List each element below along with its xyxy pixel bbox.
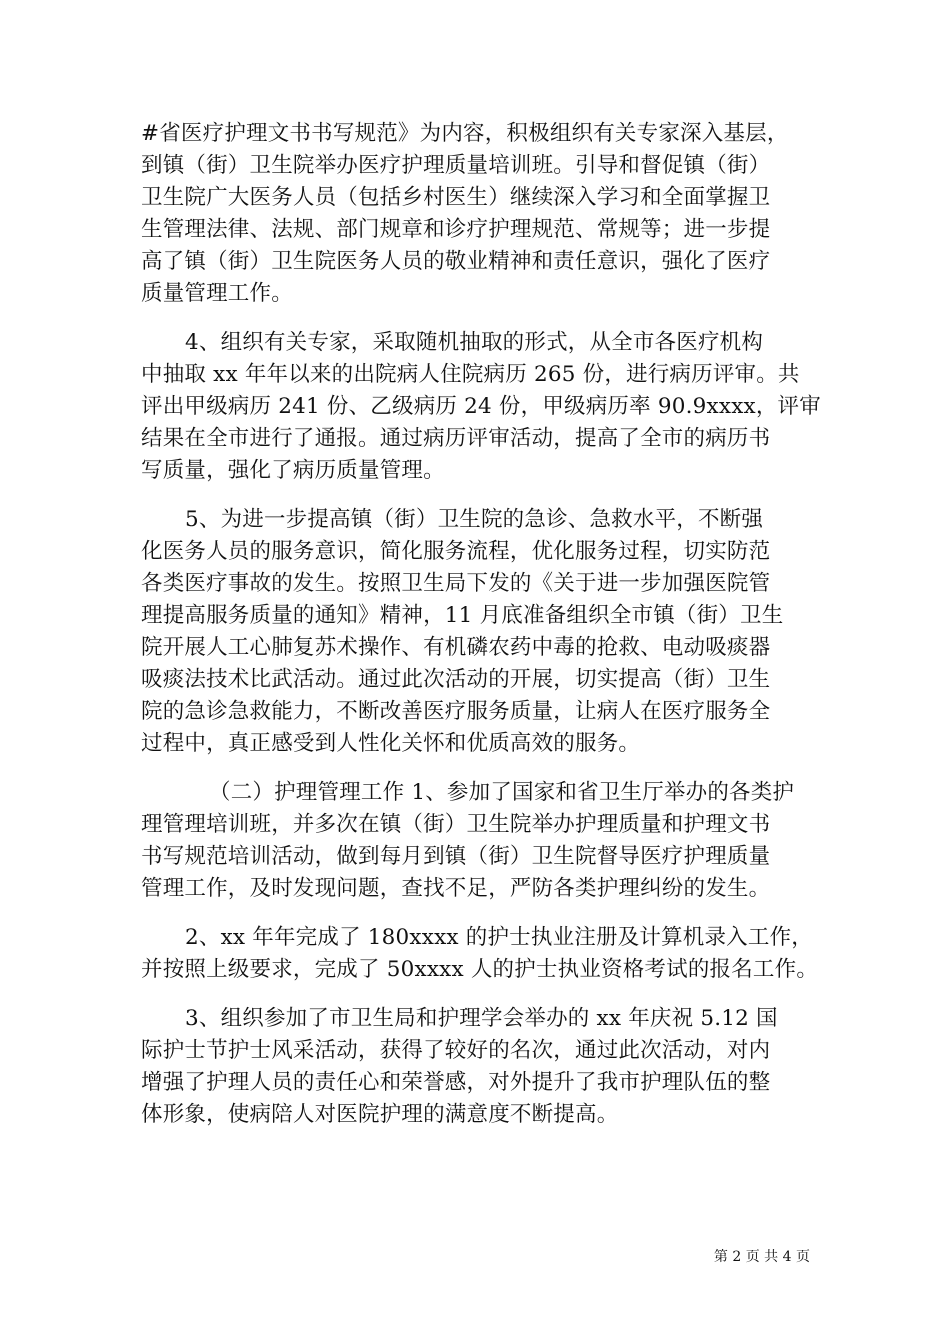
text-line: 3、组织参加了市卫生局和护理学会举办的 xx 年庆祝 5.12 国 bbox=[185, 1006, 778, 1031]
text-line: 2、xx 年年完成了 180xxxx 的护士执业注册及计算机录入工作， bbox=[185, 925, 813, 950]
paragraph-gap bbox=[141, 310, 811, 327]
text-line: 卫生院广大医务人员（包括乡村医生）继续深入学习和全面掌握卫 bbox=[141, 185, 771, 210]
text-line: 书写规范培训活动，做到每月到镇（街）卫生院督导医疗护理质量 bbox=[141, 844, 771, 869]
text-line: #省医疗护理文书书写规范》为内容，积极组织有关专家深入基层， bbox=[141, 121, 789, 146]
page-number: 第 2 页 共 4 页 bbox=[713, 1249, 810, 1265]
text-line: 评出甲级病历 241 份、乙级病历 24 份，甲级病历率 90.9xxxx，评审 bbox=[141, 394, 821, 419]
text-line: 管理工作，及时发现问题，查找不足，严防各类护理纠纷的发生。 bbox=[141, 876, 771, 901]
text-line: 际护士节护士风采活动，获得了较好的名次，通过此次活动，对内 bbox=[141, 1038, 771, 1063]
text-line: 增强了护理人员的责任心和荣誉感，对外提升了我市护理队伍的整 bbox=[141, 1070, 771, 1095]
text-line: 吸痰法技术比武活动。通过此次活动的开展，切实提高（街）卫生 bbox=[141, 667, 771, 692]
paragraph-gap bbox=[141, 905, 811, 922]
text-line: 高了镇（街）卫生院医务人员的敬业精神和责任意识，强化了医疗 bbox=[141, 249, 771, 274]
text-line: 过程中，真正感受到人性化关怀和优质高效的服务。 bbox=[141, 731, 641, 756]
text-line: 院的急诊急救能力，不断改善医疗服务质量，让病人在医疗服务全 bbox=[141, 699, 771, 724]
paragraph-gap bbox=[141, 760, 811, 777]
text-line: 质量管理工作。 bbox=[141, 281, 293, 306]
text-line: 生管理法律、法规、部门规章和诊疗护理规范、常规等；进一步提 bbox=[141, 217, 771, 242]
text-line: 到镇（街）卫生院举办医疗护理质量培训班。引导和督促镇（街） bbox=[141, 153, 771, 178]
text-line: 理管理培训班，并多次在镇（街）卫生院举办护理质量和护理文书 bbox=[141, 812, 771, 837]
text-line: 化医务人员的服务意识，简化服务流程，优化服务过程，切实防范 bbox=[141, 539, 771, 564]
paragraph-gap bbox=[141, 986, 811, 1003]
text-line: 各类医疗事故的发生。按照卫生局下发的《关于进一步加强医院管 bbox=[141, 571, 771, 596]
text-line: 写质量，强化了病历质量管理。 bbox=[141, 458, 445, 483]
text-line: 5、为进一步提高镇（街）卫生院的急诊、急救水平，不断强 bbox=[185, 507, 764, 532]
text-line: 并按照上级要求，完成了 50xxxx 人的护士执业资格考试的报名工作。 bbox=[141, 957, 819, 982]
text-line: 结果在全市进行了通报。通过病历评审活动，提高了全市的病历书 bbox=[141, 426, 771, 451]
text-line: 4、组织有关专家，采取随机抽取的形式，从全市各医疗机构 bbox=[185, 330, 764, 355]
paragraph-gap bbox=[141, 487, 811, 504]
text-line: 院开展人工心肺复苏术操作、有机磷农药中毒的抢救、电动吸痰器 bbox=[141, 635, 771, 660]
text-line: 体形象，使病陪人对医院护理的满意度不断提高。 bbox=[141, 1102, 619, 1127]
text-line: 理提高服务质量的通知》精神，11 月底准备组织全市镇（街）卫生 bbox=[141, 603, 784, 628]
text-line: 中抽取 xx 年年以来的出院病人住院病历 265 份，进行病历评审。共 bbox=[141, 362, 800, 387]
text-line: （二）护理管理工作 1、参加了国家和省卫生厅举办的各类护 bbox=[209, 780, 795, 805]
document-body bbox=[141, 118, 821, 1131]
